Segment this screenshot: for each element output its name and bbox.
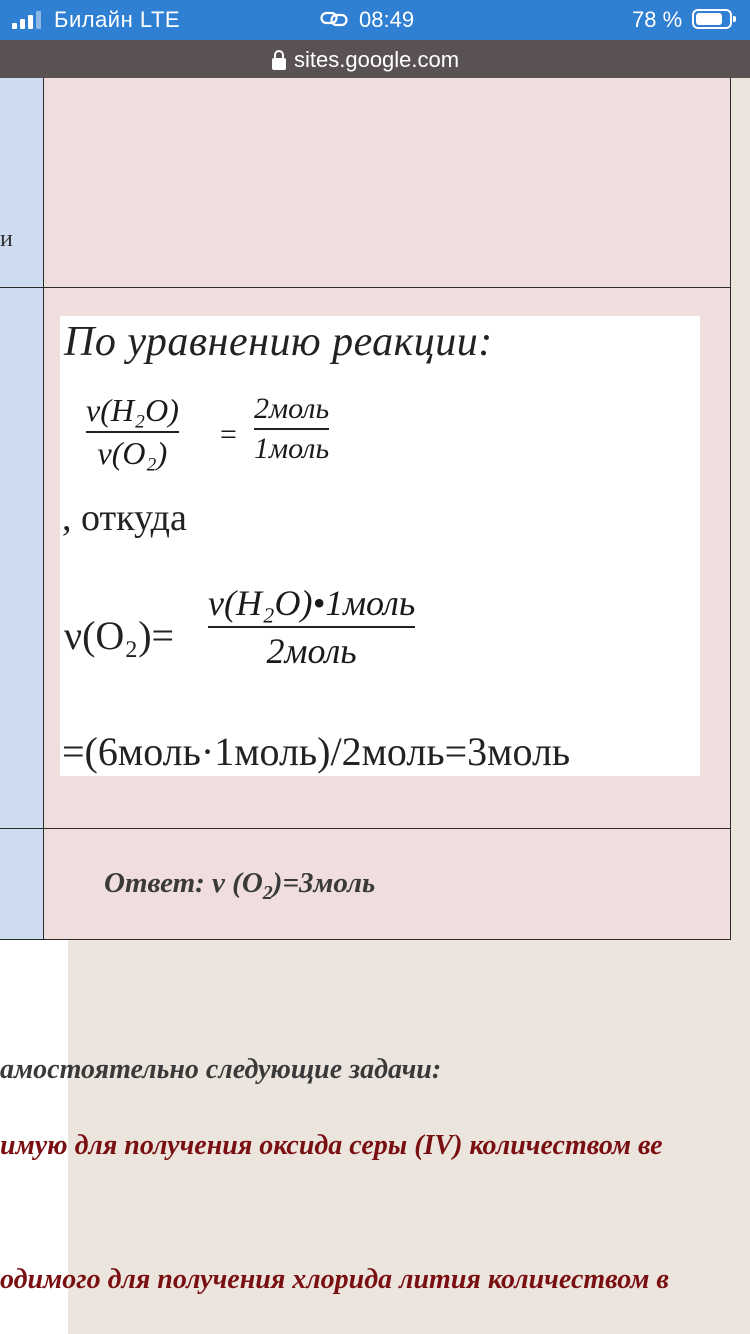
calc-numerator: ν(H₂O)•1моль <box>208 583 416 623</box>
formula-image <box>60 316 700 776</box>
task-2: одимого для получения хлорида лития количеством в <box>0 1264 669 1295</box>
formula-heading: По уравнению реакции: <box>64 319 493 365</box>
row2-left-cell <box>0 288 44 828</box>
link-icon <box>320 10 348 28</box>
ratio-left-fraction <box>86 392 179 472</box>
battery-icon <box>692 9 732 29</box>
solution-table <box>0 78 731 940</box>
ratio-right-numerator: 2моль <box>254 392 330 425</box>
tasks-intro: амостоятельно следующие задачи: <box>0 1054 442 1085</box>
ratio-equals: = <box>220 418 237 451</box>
row2-right-cell <box>44 288 731 828</box>
row1-right-cell <box>44 78 731 287</box>
clock: 08:49 <box>359 7 415 32</box>
ratio-numerator: ν(H₂O) <box>86 392 179 428</box>
calc-lhs: ν(O₂)= <box>64 613 175 658</box>
row1-left-text: и <box>0 226 13 252</box>
battery-percent: 78 % <box>632 7 683 32</box>
table-bottom-border <box>0 939 731 940</box>
calc-fraction <box>208 582 415 672</box>
calc-result: =(6моль·1моль)/2моль=3моль <box>62 729 571 774</box>
task-1: имую для получения оксида серы (IV) количеством ве <box>0 1130 663 1161</box>
signal-icon <box>12 11 44 29</box>
url-bar[interactable] <box>0 40 750 78</box>
ratio-right-fraction <box>254 392 329 466</box>
lock-icon <box>272 50 286 70</box>
row1-left-cell <box>0 78 44 287</box>
ratio-denominator: ν(O₂) <box>97 434 168 471</box>
ratio-right-denominator: 1моль <box>254 431 330 465</box>
calc-denominator: 2моль <box>266 631 357 671</box>
status-bar <box>0 0 750 40</box>
row3-left-cell <box>0 829 44 939</box>
page-content <box>0 78 750 1334</box>
url-domain[interactable]: sites.google.com <box>294 47 460 72</box>
carrier-label: Билайн LTE <box>54 7 181 32</box>
whence-text: , откуда <box>62 497 187 539</box>
answer-text: Ответ: ν $(O_2)=3моль$ <box>104 867 376 904</box>
row3-right-cell <box>44 829 731 939</box>
